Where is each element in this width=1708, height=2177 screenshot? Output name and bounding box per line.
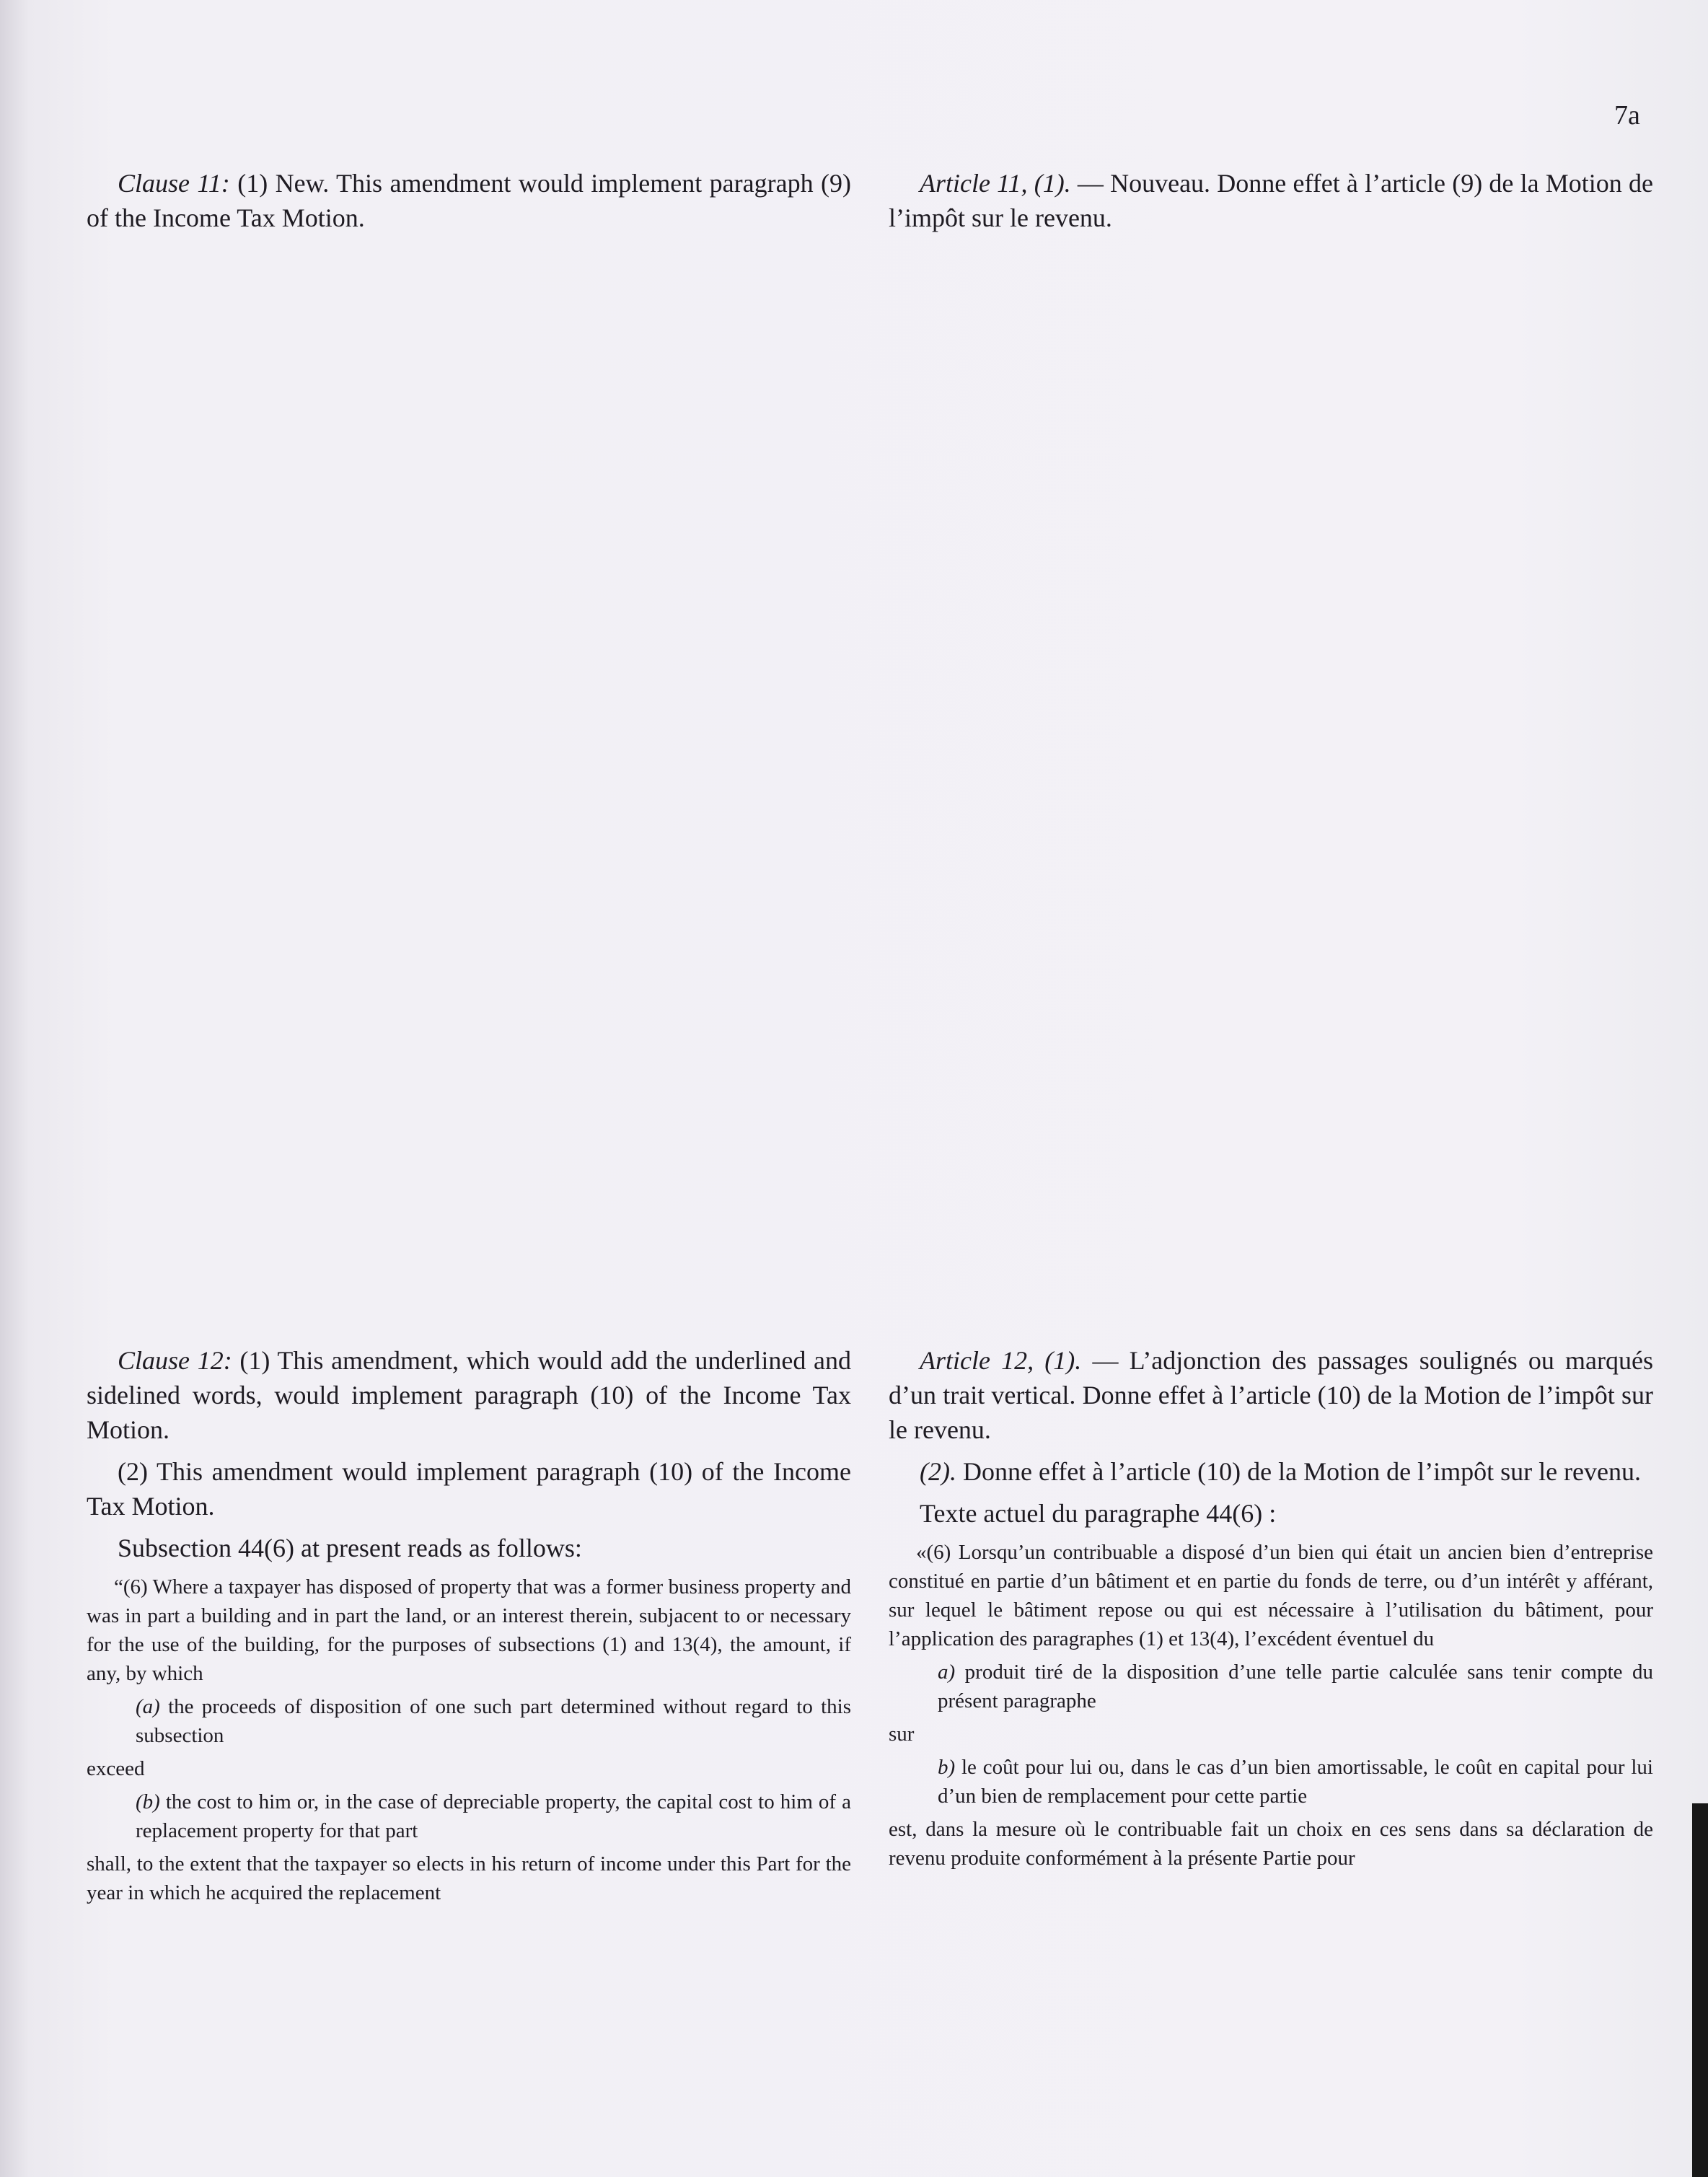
citation-tail: est, dans la mesure où le contribuable fait un choix en ces sens dans sa déclaration de revenu produite conformément à la présente Partie pour [889,1818,1653,1870]
clause-12-note [87,1343,851,1447]
article-12-subsection-2 [889,1454,1653,1489]
page-number: 7a [1614,100,1640,131]
article-12-sub2-label: (2). [920,1457,956,1486]
clause-12-subsection-2: (2) This amendment would implement paragraph (10) of the Income Tax Motion. [87,1457,851,1521]
page-edge-shadow [1692,1803,1708,2177]
clause-11-text: (1) New. This amendment would implement paragraph (9) of the Income Tax Motion. [87,169,851,232]
article-12-label: Article 12, (1). [920,1346,1082,1375]
french-article-11 [889,166,1653,235]
quote-paragraph-b-text: the cost to him or, in the case of depreciable property, the capital cost to him of a replacement property for that part [136,1790,851,1842]
citation-intro: «(6) Lorsqu’un contribuable a disposé d’un bien qui était un ancien bien d’entreprise constitué en partie d’un bâtiment et en partie du fonds de terre, ou d’un intérêt y afférant, sur lequel le bâtiment repose ou qui est nécessaire à l’utilisation du bâtiment, pour l’application des paragraphes (1) et 13(4), l’excédent éventuel du [889,1541,1653,1650]
citation-alinea-a-label: a) [938,1661,956,1684]
quote-paragraph-a-label: (a) [136,1695,160,1718]
citation-alinea-b [938,1753,1653,1811]
english-clause-12 [87,1343,851,1907]
clause-11-label: Clause 11: [118,169,230,198]
article-12-text: — L’adjonction des passages soulignés ou marqués d’un trait vertical. Donne effet à l’article (10) de la Motion de l’impôt sur le revenu. [889,1346,1653,1444]
quote-paragraph-b-label: (b) [136,1790,160,1813]
clause-12-text: (1) This amendment, which would add the underlined and sidelined words, would implement paragraph (10) of the Income Tax Motion. [87,1346,851,1444]
article-12-note [889,1343,1653,1447]
article-11-note [889,166,1653,235]
citation-alinea-b-label: b) [938,1756,956,1779]
quote-tail: shall, to the extent that the taxpayer so elects in his return of income under this Part for the year in which he acquired the replacement [87,1852,851,1904]
article-11-label: Article 11, (1). [920,169,1071,198]
quote-paragraph-a [136,1692,851,1750]
english-quoted-subsection [87,1573,851,1907]
quote-exceed: exceed [87,1757,145,1780]
clause-11-note [87,166,851,235]
citation-sur: sur [889,1723,915,1746]
quote-paragraph-b [136,1787,851,1845]
article-12-sub2-text: Donne effet à l’article (10) de la Motion de l’impôt sur le revenu. [956,1457,1641,1486]
citation-alinea-a-text: produit tiré de la disposition d’une telle partie calculée sans tenir compte du présent paragraphe [938,1661,1653,1712]
quote-intro: “(6) Where a taxpayer has disposed of property that was a former business property and was in part a building and in part the land, or an interest therein, subjacent to or necessary for the use of the building, for the purposes of subsections (1) and 13(4), the amount, if any, by which [87,1575,851,1685]
article-12-quote-heading: Texte actuel du paragraphe 44(6) : [920,1499,1277,1528]
citation-alinea-b-text: le coût pour lui ou, dans le cas d’un bien amortissable, le coût en capital pour lui d’un bien de remplacement pour cette partie [938,1756,1653,1808]
french-article-12 [889,1343,1653,1873]
clause-12-quote-heading: Subsection 44(6) at present reads as follows: [118,1534,582,1562]
article-11-text: — Nouveau. Donne effet à l’article (9) de la Motion de l’impôt sur le revenu. [889,169,1653,232]
quote-paragraph-a-text: the proceeds of disposition of one such part determined without regard to this subsection [136,1695,851,1747]
citation-alinea-a [938,1658,1653,1715]
english-clause-11 [87,166,851,235]
french-quoted-subsection [889,1538,1653,1873]
clause-12-label: Clause 12: [118,1346,232,1375]
